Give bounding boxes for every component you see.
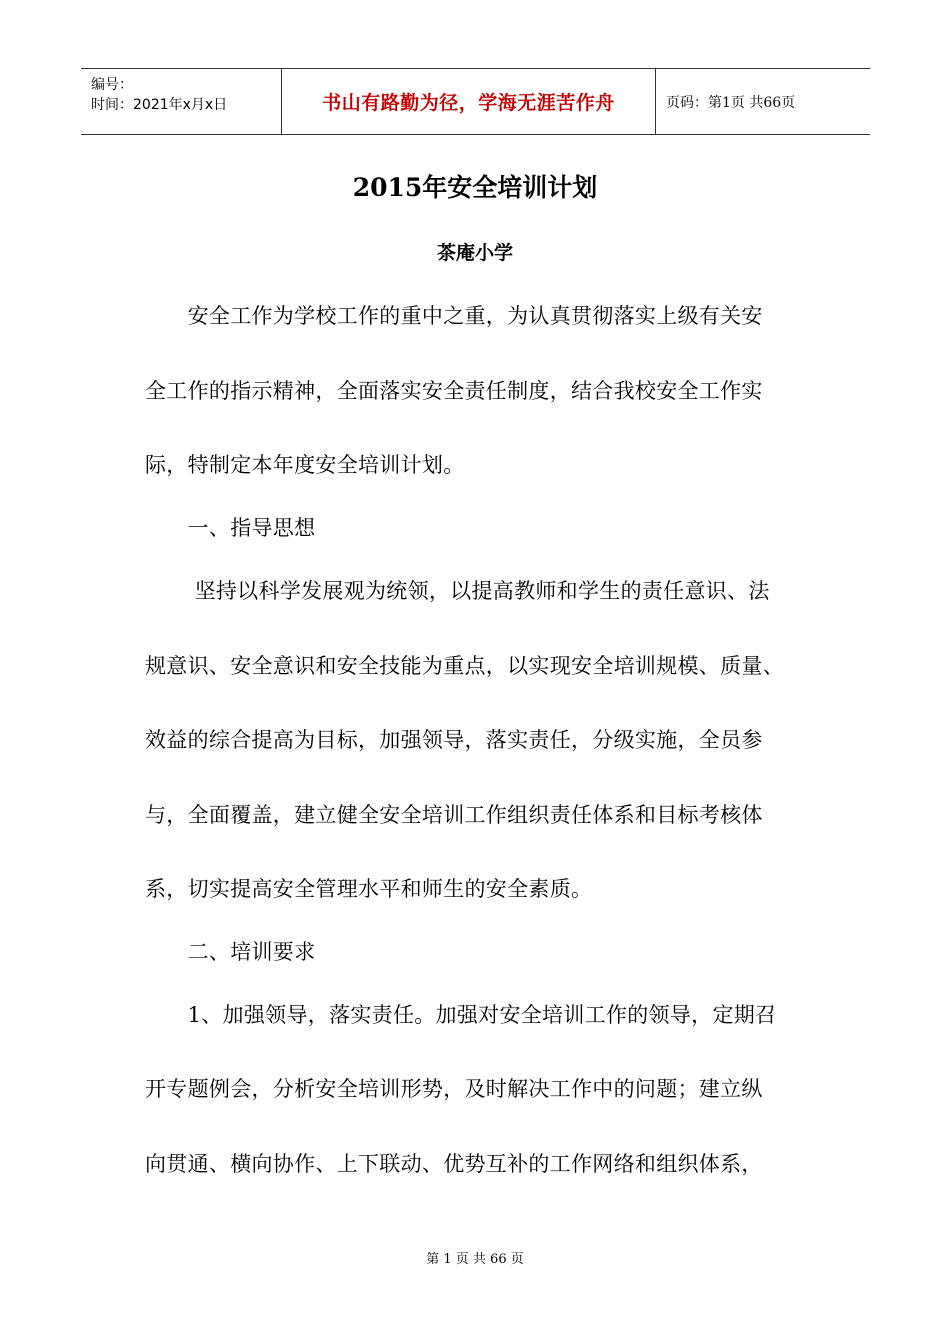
document-title: 2015年安全培训计划 — [352, 173, 598, 202]
body-line: 效益的综合提高为目标，加强领导，落实责任，分级实施，全员参 — [145, 728, 763, 752]
page-footer: 第 1 页 共 66 页 — [426, 1252, 524, 1267]
section-heading: 一、指导思想 — [145, 516, 316, 540]
page-header — [81, 68, 870, 135]
body-line: 际，特制定本年度安全培训计划。 — [145, 453, 465, 477]
header-meta — [81, 69, 281, 134]
body-line: 全工作的指示精神，全面落实安全责任制度，结合我校安全工作实 — [145, 379, 763, 403]
document-time-label: 时间：2021年x月x日 — [91, 97, 228, 113]
body-line: 开专题例会，分析安全培训形势，及时解决工作中的问题；建立纵 — [145, 1077, 763, 1101]
body-line: 向贯通、横向协作、上下联动、优势互补的工作网络和组织体系， — [145, 1152, 763, 1176]
body-line: 坚持以科学发展观为统领，以提高教师和学生的责任意识、法 — [145, 579, 770, 603]
header-motto: 书山有路勤为径，学海无涯苦作舟 — [281, 69, 656, 134]
body-line: 系，切实提高安全管理水平和师生的安全素质。 — [145, 877, 593, 901]
body-line: 规意识、安全意识和安全技能为重点，以实现安全培训规模、质量、 — [145, 654, 784, 678]
body-line: 1、加强领导，落实责任。加强对安全培训工作的领导，定期召 — [145, 1003, 777, 1027]
header-page-info: 页码：第1页 共66页 — [666, 94, 796, 111]
school-name: 茶庵小学 — [436, 242, 513, 264]
body-line: 安全工作为学校工作的重中之重，为认真贯彻落实上级有关安 — [145, 304, 763, 328]
body-line: 与，全面覆盖，建立健全安全培训工作组织责任体系和目标考核体 — [145, 803, 763, 827]
document-number-label: 编号： — [91, 77, 133, 93]
section-heading: 二、培训要求 — [145, 940, 316, 964]
